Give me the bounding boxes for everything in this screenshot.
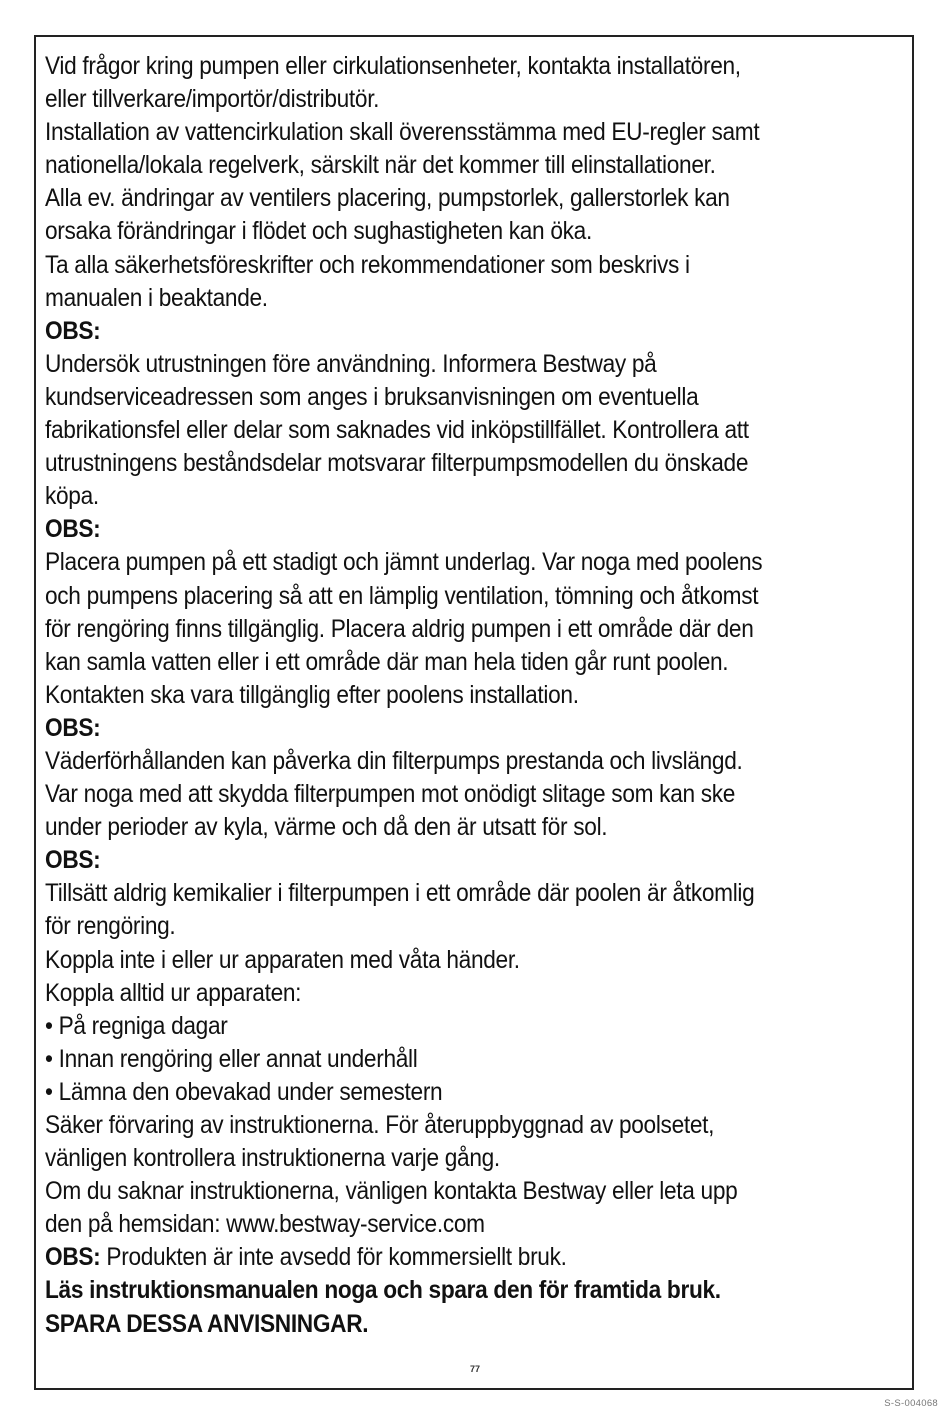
text-line: Placera pumpen på ett stadigt och jämnt underlag. Var noga med poolens <box>45 548 763 577</box>
text-line: manualen i beaktande. <box>45 283 268 312</box>
instructions-text <box>45 50 905 1341</box>
text-line: • Innan rengöring eller annat underhåll <box>45 1044 418 1073</box>
text-line: Kontakten ska vara tillgänglig efter poolens installation. <box>45 680 579 709</box>
text-line: Koppla alltid ur apparaten: <box>45 978 302 1007</box>
bold-text-line: OBS: <box>45 515 101 544</box>
bold-text-line: OBS: <box>45 713 101 742</box>
text-line: Koppla inte i eller ur apparaten med våta händer. <box>45 945 520 974</box>
text-line: fabrikationsfel eller delar som saknades vid inköpstillfället. Kontrollera att <box>45 416 749 445</box>
obs-label: OBS: <box>45 1243 101 1272</box>
text-line <box>45 1241 819 1274</box>
text-line: • Lämna den obevakad under semestern <box>45 1077 443 1106</box>
text-line: Säker förvaring av instruktionerna. För återuppbyggnad av poolsetet, <box>45 1111 715 1139</box>
text-line: Alla ev. ändringar av ventilers placering, pumpstorlek, gallerstorlek kan <box>45 184 730 213</box>
text-line: Väderförhållanden kan påverka din filterpumps prestanda och livslängd. <box>45 746 743 775</box>
document-code: S-S-004068 <box>884 1398 938 1409</box>
text-line: Var noga med att skydda filterpumpen mot onödigt slitage som kan ske <box>45 780 736 809</box>
text-line: Om du saknar instruktionerna, vänligen kontakta Bestway eller leta upp <box>45 1177 738 1206</box>
text-line: utrustningens beståndsdelar motsvarar filterpumpsmodellen du önskade <box>45 449 749 478</box>
bold-text-line: OBS: <box>45 316 101 345</box>
bold-text-line: Läs instruktionsmanualen noga och spara den för framtida bruk. <box>45 1276 721 1305</box>
text-line: Tillsätt aldrig kemikalier i filterpumpen i ett område där poolen är åtkomlig <box>45 879 755 908</box>
page-number: 77 <box>469 1364 480 1374</box>
text-line: Vid frågor kring pumpen eller cirkulationsenheter, kontakta installatören, <box>45 52 741 80</box>
text-line: eller tillverkare/importör/distributör. <box>45 85 380 114</box>
text-line: den på hemsidan: www.bestway-service.com <box>45 1210 485 1239</box>
text-line: Ta alla säkerhetsföreskrifter och rekommendationer som beskrivs i <box>45 250 690 279</box>
text-line: vänligen kontrollera instruktionerna varje gång. <box>45 1144 500 1173</box>
text-line: under perioder av kyla, värme och då den är utsatt för sol. <box>45 813 608 842</box>
text-line: kan samla vatten eller i ett område där man hela tiden går runt poolen. <box>45 647 729 676</box>
text-line: köpa. <box>45 482 99 511</box>
bold-text-line: OBS: <box>45 846 101 875</box>
text-line: • På regniga dagar <box>45 1011 228 1040</box>
text-line: för rengöring. <box>45 912 176 941</box>
bold-text-line: SPARA DESSA ANVISNINGAR. <box>45 1309 369 1338</box>
text-line: nationella/lokala regelverk, särskilt när det kommer till elinstallationer. <box>45 151 716 180</box>
text-line: Installation av vattencirkulation skall överensstämma med EU-regler samt <box>45 118 760 147</box>
text-line: kundserviceadressen som anges i bruksanvisningen om eventuella <box>45 382 699 411</box>
text-line: för rengöring finns tillgänglig. Placera aldrig pumpen i ett område där den <box>45 614 754 643</box>
text-line: och pumpens placering så att en lämplig ventilation, tömning och åtkomst <box>45 581 759 610</box>
text-line: orsaka förändringar i flödet och sughastigheten kan öka. <box>45 217 592 246</box>
text-span: Produkten är inte avsedd för kommersiellt bruk. <box>106 1243 567 1272</box>
text-line: Undersök utrustningen före användning. Informera Bestway på <box>45 349 657 378</box>
